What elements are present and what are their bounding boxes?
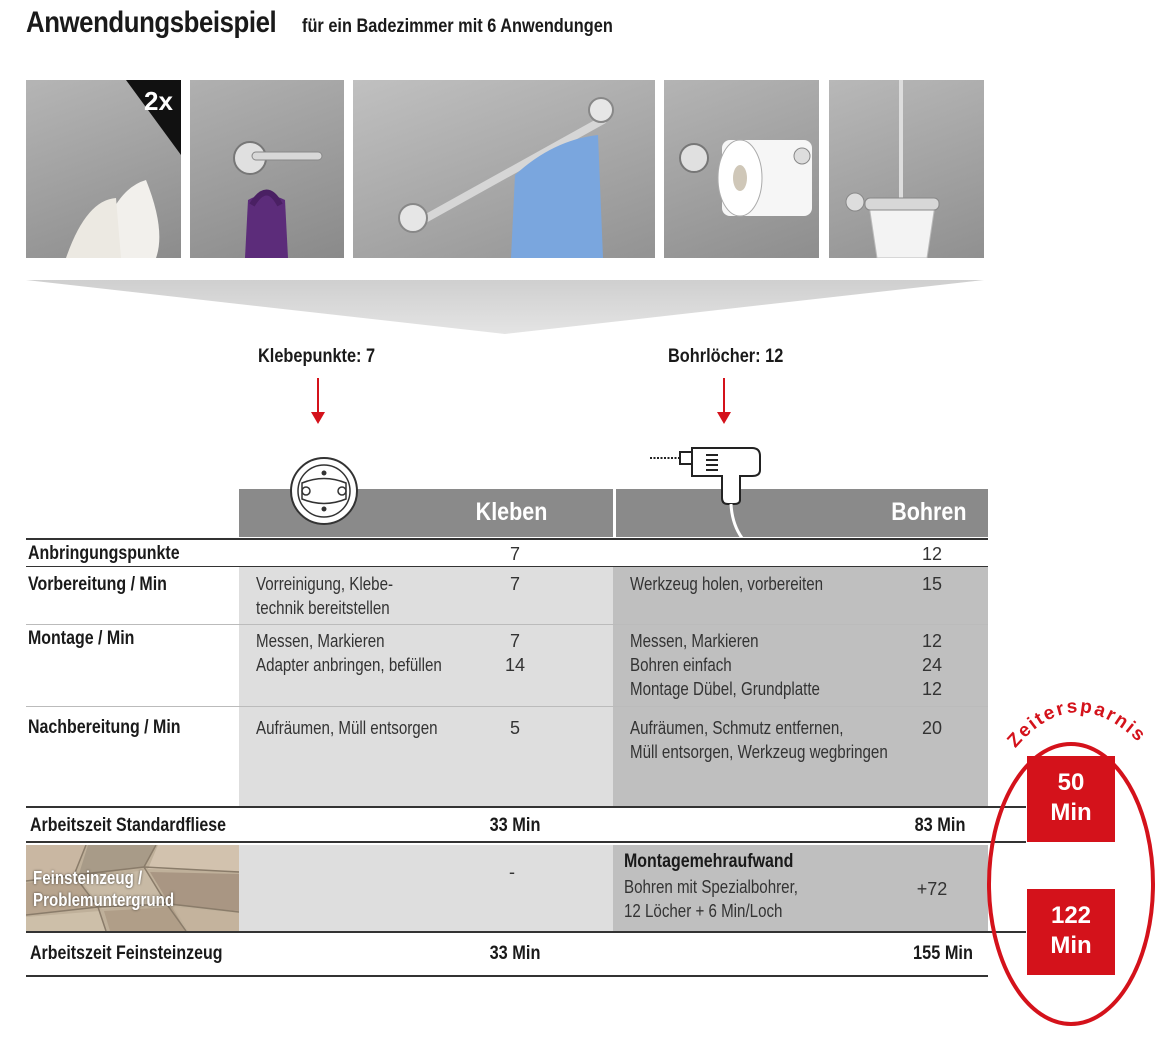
table-rule [26,931,1026,933]
savings-standard-box: 50 Min [1027,756,1115,842]
total-standard-bohren: 83 Min [914,815,966,836]
bohrloecher-label: Bohrlöcher: 12 [668,346,784,367]
montage-kleben-text: Messen, Markieren Adapter anbringen, befüllen [256,631,442,675]
row-divider [26,624,988,625]
nachbereitung-bohren-text: Aufräumen, Schmutz entfernen, Müll entsorgen, Werkzeug wegbringen [630,718,888,762]
row-label-feinsteinzeug-total: Arbeitszeit Feinsteinzeug [30,943,223,964]
towel-rail-photo [353,80,655,258]
adhesive-adapter-icon [286,456,362,526]
vorbereitung-bohren-text: Werkzeug holen, vorbereiten [630,574,824,594]
table-rule [26,975,988,977]
arrow-down-icon [714,378,734,426]
drill-icon [648,440,768,540]
row-label-anbringung: Anbringungspunkte [28,543,180,564]
feinsteinzeug-label: Feinsteinzeug / Problemuntergrund [33,868,175,910]
page-subtitle: für ein Badezimmer mit 6 Anwendungen [302,16,613,37]
row-label-nachbereitung: Nachbereitung / Min [28,717,181,738]
value-nachbereitung-bohren: 20 [921,718,943,738]
value-anbringung-kleben: 7 [509,544,520,564]
feinsteinzeug-kleben-bg [239,845,613,931]
paper-holder-photo [664,80,819,258]
table-rule [26,538,988,540]
value-nachbereitung-kleben: 5 [509,718,520,738]
count-badge: 2x [144,86,173,116]
row-label-montage: Montage / Min [28,628,135,649]
table-rule [26,566,988,567]
klebepunkte-label: Klebepunkte: 7 [258,346,376,367]
hook-towel-photo [26,80,181,258]
stone-texture-image [26,845,239,931]
value-feinsteinzeug-kleben: - [509,862,515,882]
row-label-standard: Arbeitszeit Standardfliese [30,815,227,836]
table-rule [26,806,1026,808]
montage-bohren-text: Messen, Markieren Bohren einfach Montage Dübel, Grundplatte [630,631,820,699]
total-feinsteinzeug-bohren: 155 Min [913,943,973,964]
savings-oval [984,680,1164,1040]
montagemehraufwand-title: Montagemehraufwand [624,851,794,872]
page-title: Anwendungsbeispiel [26,6,277,39]
kleben-header-label: Kleben [475,498,547,526]
total-feinsteinzeug-kleben: 33 Min [489,943,541,964]
value-vorbereitung-bohren: 15 [921,574,943,594]
row-label-vorbereitung: Vorbereitung / Min [28,574,167,595]
savings-feinsteinzeug-box: 122 Min [1027,889,1115,975]
row-divider [26,706,988,707]
nachbereitung-kleben-text: Aufräumen, Müll entsorgen [256,718,438,738]
montagemehraufwand-text: Bohren mit Spezialbohrer, 12 Löcher + 6 Min/Loch [624,877,798,921]
value-vorbereitung-kleben: 7 [509,574,520,594]
toilet-brush-photo [829,80,984,258]
values-montage-bohren: 12 24 12 [921,631,943,699]
value-montagemehraufwand: +72 [916,879,948,899]
values-montage-kleben: 7 14 [504,631,526,675]
zeitersparnis-label: Zeitersparnis [1003,696,1151,752]
bohren-header-label: Bohren [890,498,966,526]
arrow-down-icon [308,378,328,426]
vorbereitung-kleben-text: Vorreinigung, Klebe- technik bereitstellen [256,574,394,618]
funnel-shape [26,280,984,335]
total-standard-kleben: 33 Min [489,815,541,836]
table-rule [26,841,1026,843]
value-anbringung-bohren: 12 [921,544,943,564]
double-hook-photo [190,80,344,258]
